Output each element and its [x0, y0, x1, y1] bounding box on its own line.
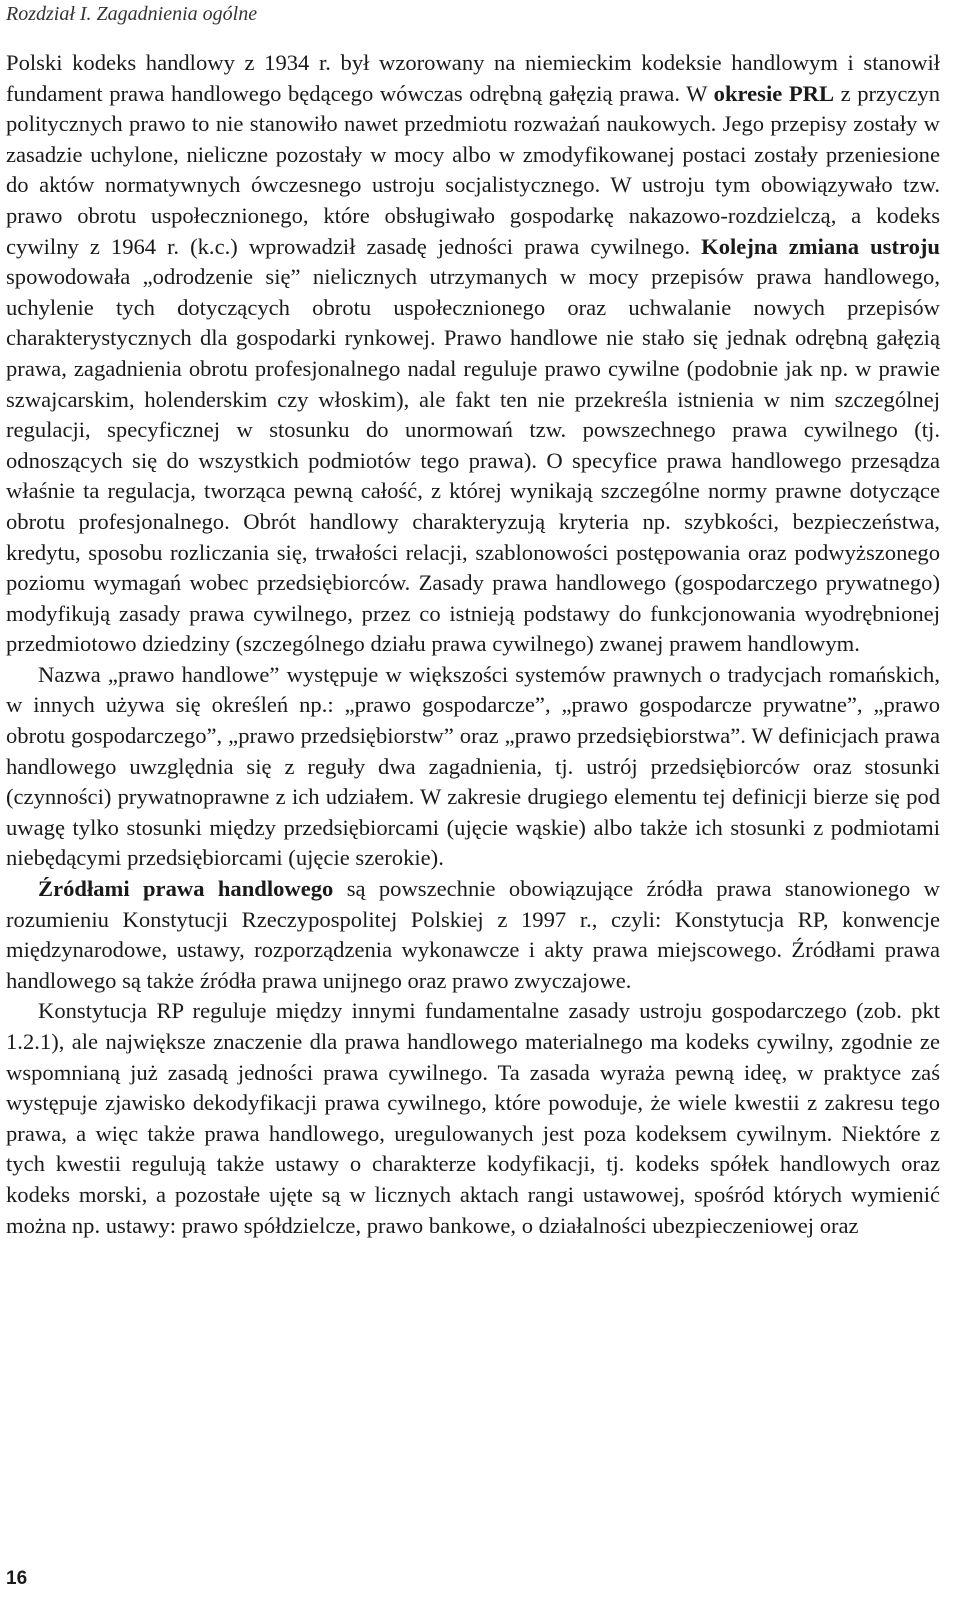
paragraph-1-emphasis-zmiana: Kolejna zmiana ustroju — [701, 233, 940, 259]
page-number: 16 — [6, 1568, 28, 1589]
paragraph-1 — [6, 48, 940, 660]
running-header: Rozdział I. Zagadnienia ogólne — [6, 3, 258, 25]
paragraph-1-emphasis-prl: okresie PRL — [713, 80, 835, 106]
paragraph-3-emphasis-zrodla: Źródłami prawa handlowego — [38, 876, 334, 902]
paragraph-1-part-3: spowodowała „odrodzenie się” nielicznych utrzymanych w mocy przepisów prawa handlowego, uchylenie tych dotyczących obrotu uspołecznionego oraz uchwalanie nowych przepisów charakterystycznych dla gospodarki rynkowej. Prawo handlowe nie stało się jednak odrębną gałęzią prawa, zagadnienia obrotu profesjonalnego nadal reguluje prawo cywilne (podobnie jak np. w prawie szwajcarskim, holenderskim czy włoskim), ale fakt ten nie przekreśla istnienia w nim szczególnej regulacji, specyficznej w stosunku do unormowań tzw. powszechnego prawa cywilnego (tj. odnoszących się do wszystkich podmiotów tego prawa). O specyfice prawa handlowego przesądza właśnie ta regulacja, tworząca pewną całość, z której wynikają szczególne normy prawne dotyczące obrotu profesjonalnego. Obrót handlowy charakteryzują kryteria np. szybkości, bezpieczeństwa, kredytu, sposobu rozliczania się, trwałości relacji, szablonowości postępowania oraz podwyższonego poziomu wymagań wobec przedsiębiorców. Zasady prawa handlowego (gospodarczego prywatnego) modyfikują zasady prawa cywilnego, przez co istnieją podstawy do funkcjonowania wyodrębnionej przedmiotowo dziedziny (szczególnego działu prawa cywilnego) zwanej prawem handlowym. — [6, 264, 940, 657]
paragraph-3-text: są powszechnie obowiązujące źródła prawa stanowionego w rozumieniu Konstytucji Rzeczypospolitej Polskiej z 1997 r., czyli: Konstytucja RP, konwencje międzynarodowe, ustawy, rozporządzenia wykonawcze i akty prawa miejscowego. Źródłami prawa handlowego są także źródła prawa unijnego oraz prawo zwyczajowe. — [6, 876, 940, 993]
paragraph-3 — [6, 874, 940, 996]
paragraph-1-part-1: Polski kodeks handlowy z 1934 r. był wzorowany na niemieckim kodeksie handlowym i stanowił fundament prawa handlowego będącego wówczas odrębną gałęzią prawa. W — [6, 50, 940, 106]
paragraph-4: Konstytucja RP reguluje między innymi fundamentalne zasady ustroju gospodarczego (zob. pkt 1.2.1), ale największe znaczenie dla prawa handlowego materialnego ma kodeks cywilny, zgodnie ze wspomnianą już zasadą jedności prawa cywilnego. Ta zasada wyraża pewną ideę, w praktyce zaś występuje zjawisko dekodyfikacji prawa cywilnego, które powoduje, że wiele kwestii z zakresu tego prawa, a więc także prawa handlowego, uregulowanych jest poza kodeksem cywilnym. Niektóre z tych kwestii regulują także ustawy o charakterze kodyfikacji, tj. kodeks spółek handlowych oraz kodeks morski, a pozostałe ujęte są w licznych aktach rangi ustawowej, spośród których wymienić można np. ustawy: prawo spółdzielcze, prawo bankowe, o działalności ubezpieczeniowej oraz — [6, 998, 940, 1238]
paragraph-2: Nazwa „prawo handlowe” występuje w większości systemów prawnych o tradycjach romańskich, w innych używa się określeń np.: „prawo gospodarcze”, „prawo gospodarcze prywatne”, „prawo obrotu gospodarczego”, „prawo przedsiębiorstw” oraz „prawo przedsiębiorstwa”. W definicjach prawa handlowego uwzględnia się z reguły dwa zagadnienia, tj. ustrój przedsiębiorców oraz stosunki (czynności) prywatnoprawne z ich udziałem. W zakresie drugiego elementu tej definicji bierze się pod uwagę tylko stosunki między przedsiębiorcami (ujęcie wąskie) albo także ich stosunki z podmiotami niebędącymi przedsiębiorcami (ujęcie szerokie). — [6, 661, 940, 871]
paragraph-1-part-2: z przyczyn politycznych prawo to nie stanowiło nawet przedmiotu rozważań naukowych. Jego przepisy zostały w zasadzie uchylone, nieliczne pozostały w mocy albo w zmodyfikowanej postaci zostały przeniesione do aktów normatywnych ówczesnego ustroju socjalistycznego. W ustroju tym obowiązywało tzw. prawo obrotu uspołecznionego, które obsługiwało gospodarkę nakazowo-rozdzielczą, a kodeks cywilny z 1964 r. (k.c.) wprowadził zasadę jedności prawa cywilnego. — [6, 80, 940, 259]
body-text — [6, 48, 940, 1241]
